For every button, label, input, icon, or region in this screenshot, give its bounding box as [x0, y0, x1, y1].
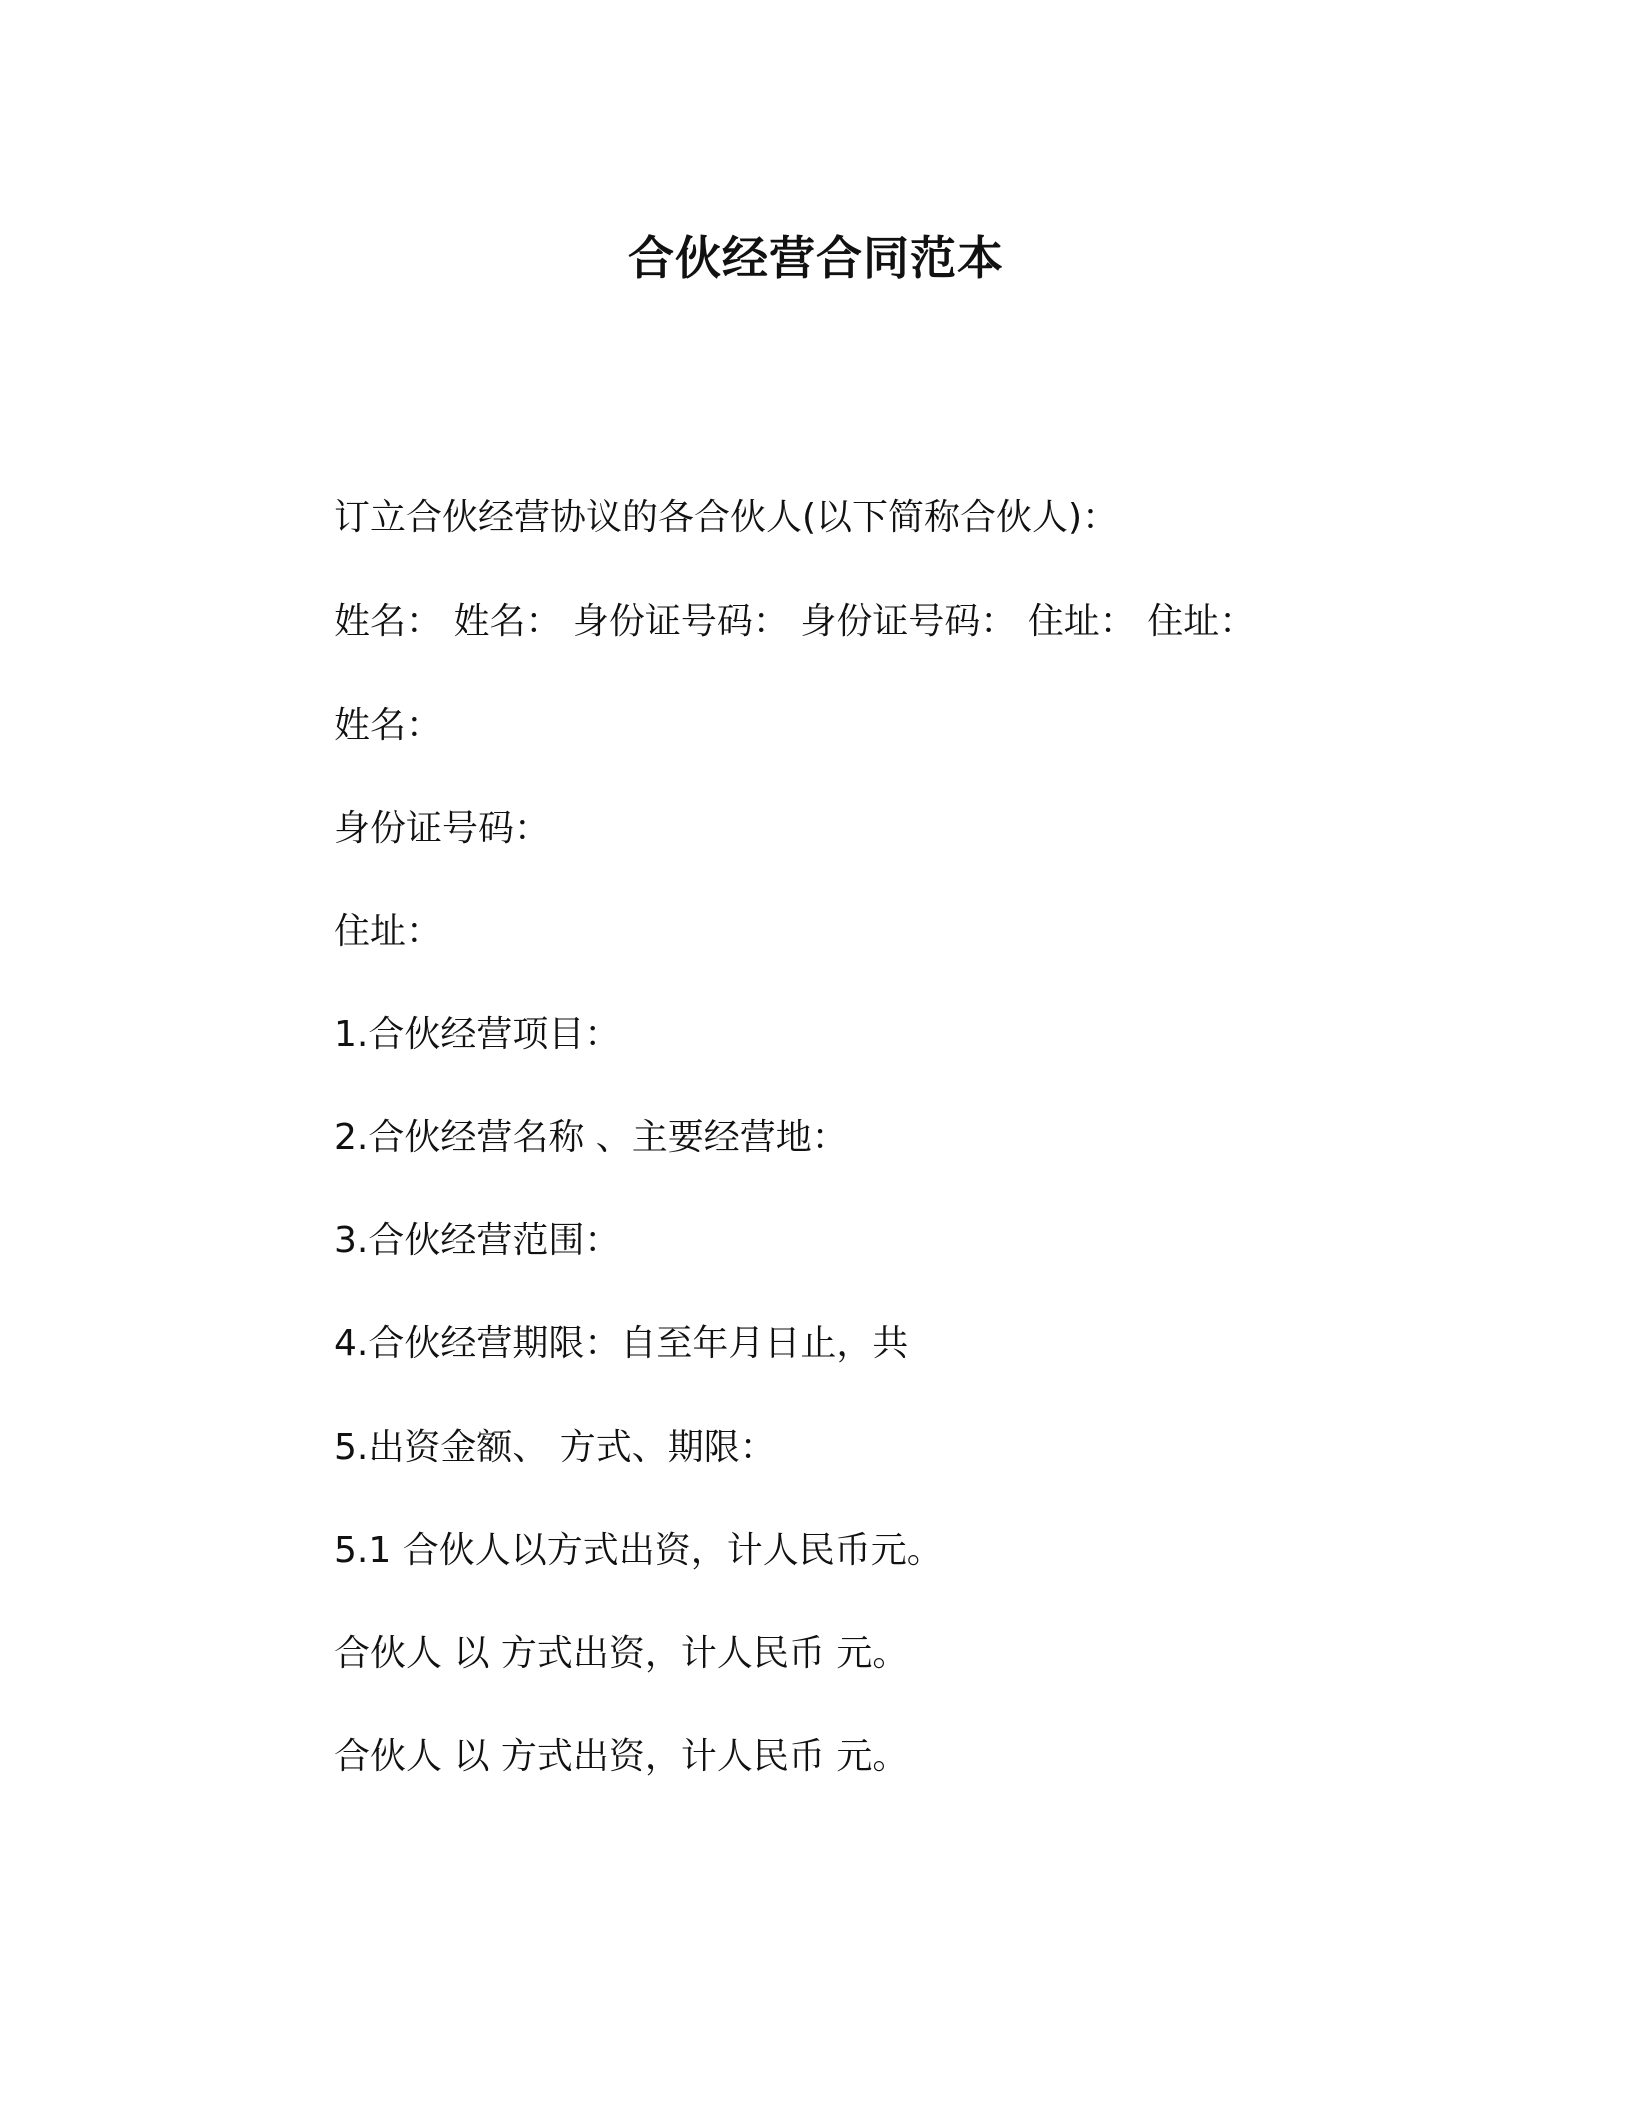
clause-4-line: 4.合伙经营期限：自至年月日止，共 [334, 1323, 909, 1364]
intro-line: 订立合伙经营协议的各合伙人(以下简称合伙人)： [334, 497, 1119, 538]
partner-contribution-line: 合伙人 以 方式出资，计人民币 元。 [334, 1736, 909, 1777]
partner-fields-line: 姓名： 姓名： 身份证号码： 身份证号码： 住址： 住址： [334, 601, 1256, 642]
document-title: 合伙经营合同范本 [628, 231, 1004, 285]
clause-1-line: 1.合伙经营项目： [334, 1014, 621, 1055]
partner-contribution-line: 合伙人 以 方式出资，计人民币 元。 [334, 1633, 909, 1674]
clause-5-line: 5.出资金额、 方式、期限： [334, 1427, 776, 1468]
address-line: 住址： [334, 911, 443, 952]
id-number-line: 身份证号码： [334, 808, 551, 849]
clause-5-1-line: 5.1 合伙人以方式出资，计人民币元。 [334, 1530, 943, 1571]
clause-3-line: 3.合伙经营范围： [334, 1220, 621, 1261]
clause-2-line: 2.合伙经营名称 、主要经营地： [334, 1117, 848, 1158]
name-line: 姓名： [334, 705, 443, 746]
